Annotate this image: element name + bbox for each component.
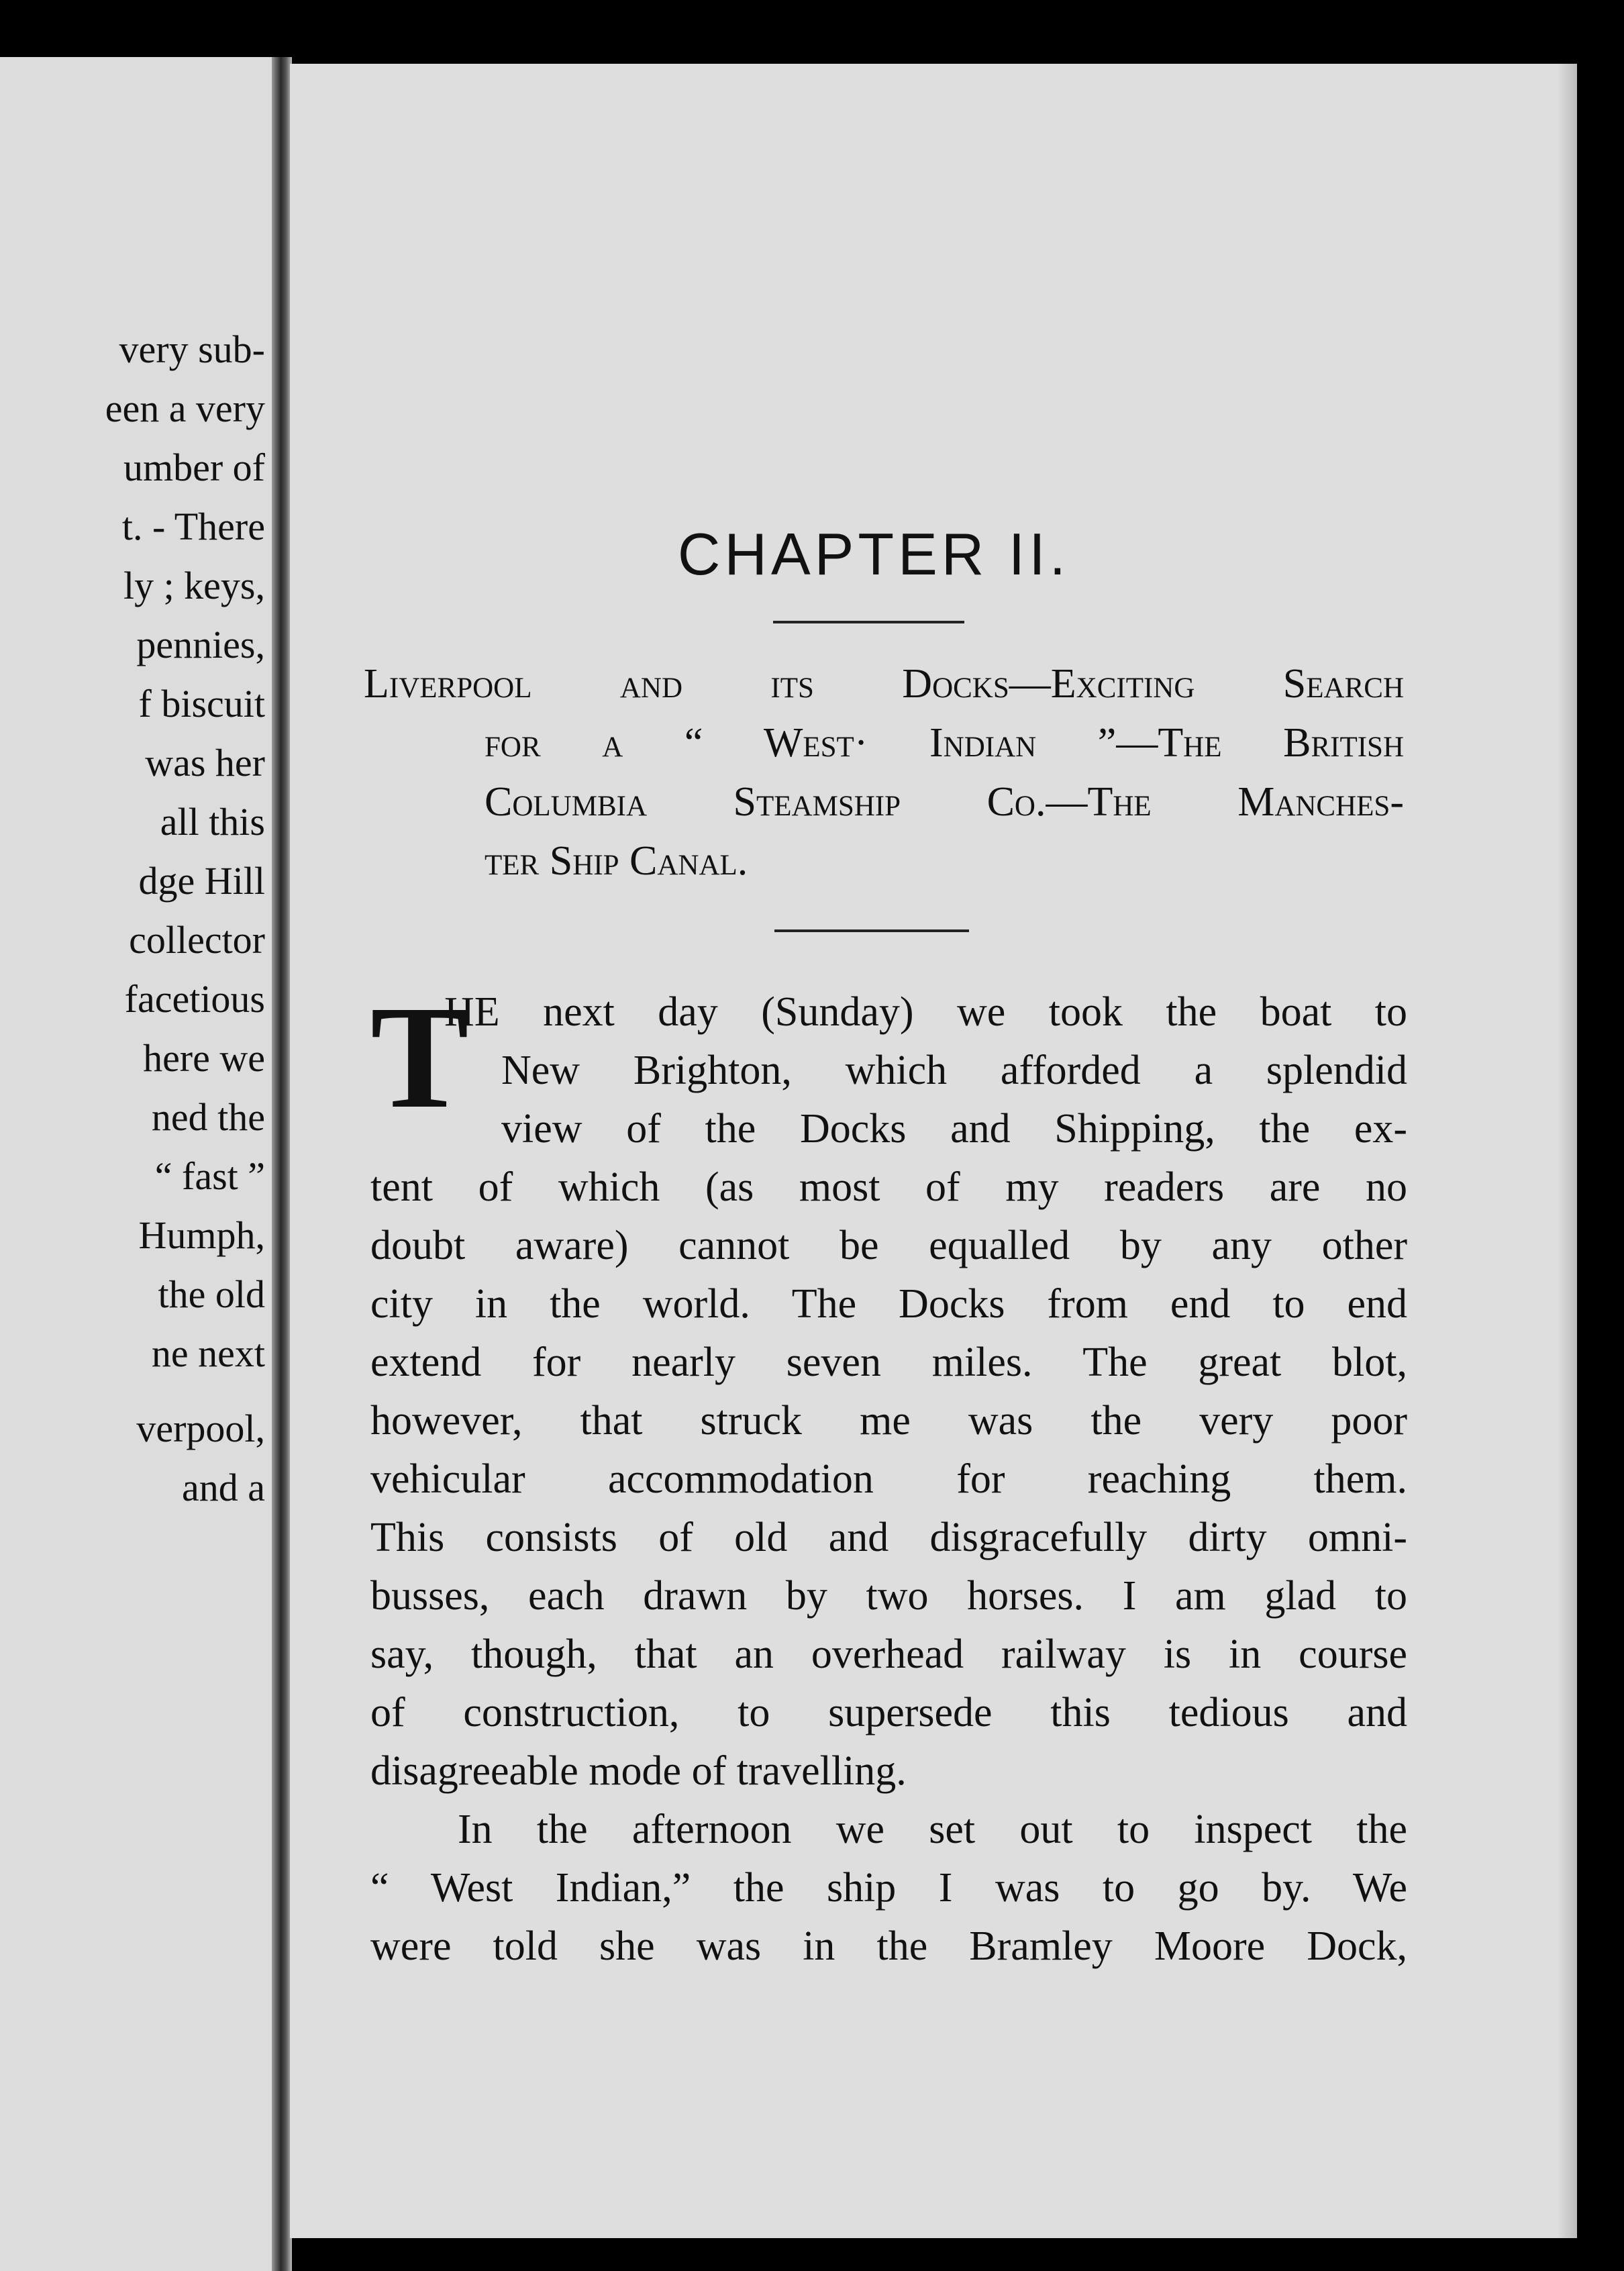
right-page	[290, 64, 1577, 2238]
body-line: “ West Indian,” the ship I was to go by. We	[370, 1865, 1407, 1911]
body-line: say, though, that an overhead railway is in course	[370, 1631, 1407, 1677]
body-line: however, that struck me was the very poor	[370, 1398, 1407, 1444]
drop-cap: T	[370, 975, 469, 1139]
summary-line: Columbia Steamship Co.—The Manches-	[485, 779, 1404, 825]
left-page	[0, 57, 278, 2271]
left-page-line: een a very	[105, 387, 265, 430]
left-page-line: all this	[160, 800, 265, 844]
left-page-line: ly ; keys,	[123, 564, 265, 607]
left-page-line: and a	[182, 1466, 265, 1509]
body-line: busses, each drawn by two horses. I am glad to	[370, 1573, 1407, 1619]
body-line: city in the world. The Docks from end to end	[370, 1281, 1407, 1327]
body-line: view of the Docks and Shipping, the ex-	[501, 1106, 1407, 1152]
left-page-text	[0, 320, 265, 1517]
left-page-line: f biscuit	[138, 682, 265, 725]
left-page-line: verpool,	[136, 1407, 265, 1450]
body-line: vehicular accommodation for reaching them.	[370, 1456, 1407, 1502]
summary-line: ter Ship Canal.	[485, 838, 748, 884]
body-line: of construction, to supersede this tedious and	[370, 1690, 1407, 1735]
body-line: This consists of old and disgracefully dirty omni-	[370, 1515, 1407, 1560]
left-page-line: t. - There	[121, 505, 265, 548]
left-page-line: pennies,	[136, 623, 265, 666]
body-line: New Brighton, which afforded a splendid	[501, 1048, 1407, 1093]
book-gutter	[272, 57, 292, 2271]
left-page-line: ne next	[151, 1331, 265, 1375]
left-page-line: umber of	[123, 446, 265, 489]
body-line: doubt aware) cannot be equalled by any other	[370, 1223, 1407, 1268]
body-text	[370, 975, 1407, 1976]
summary-line: Liverpool and its Docks—Exciting Search	[364, 661, 1404, 707]
body-line: In the afternoon we set out to inspect the	[458, 1807, 1407, 1852]
summary-line: for a “ West· Indian ”—The British	[485, 720, 1404, 766]
summary-rule	[774, 929, 969, 932]
heading-rule	[773, 621, 964, 623]
body-line: HE next day (Sunday) we took the boat to	[444, 989, 1407, 1035]
left-page-line: very sub-	[119, 327, 265, 371]
left-page-line: collector	[129, 918, 265, 962]
left-page-line: “ fast ”	[154, 1154, 265, 1198]
chapter-heading: CHAPTER II.	[677, 521, 1070, 587]
left-page-line: ned the	[151, 1095, 265, 1139]
left-page-line: was her	[145, 741, 265, 785]
body-line: tent of which (as most of my readers are no	[370, 1164, 1407, 1210]
chapter-summary	[364, 654, 1404, 891]
body-line: were told she was in the Bramley Moore Dock,	[370, 1923, 1407, 1969]
left-page-line: facetious	[124, 977, 265, 1021]
left-page-line: Humph,	[138, 1213, 265, 1257]
page-edge-shadow	[1557, 64, 1577, 2238]
left-page-line: dge Hill	[138, 859, 265, 903]
left-page-line: here we	[143, 1036, 265, 1080]
left-page-line: the old	[158, 1272, 265, 1316]
body-line: extend for nearly seven miles. The great blot,	[370, 1340, 1407, 1385]
body-line: disagreeable mode of travelling.	[370, 1748, 907, 1794]
